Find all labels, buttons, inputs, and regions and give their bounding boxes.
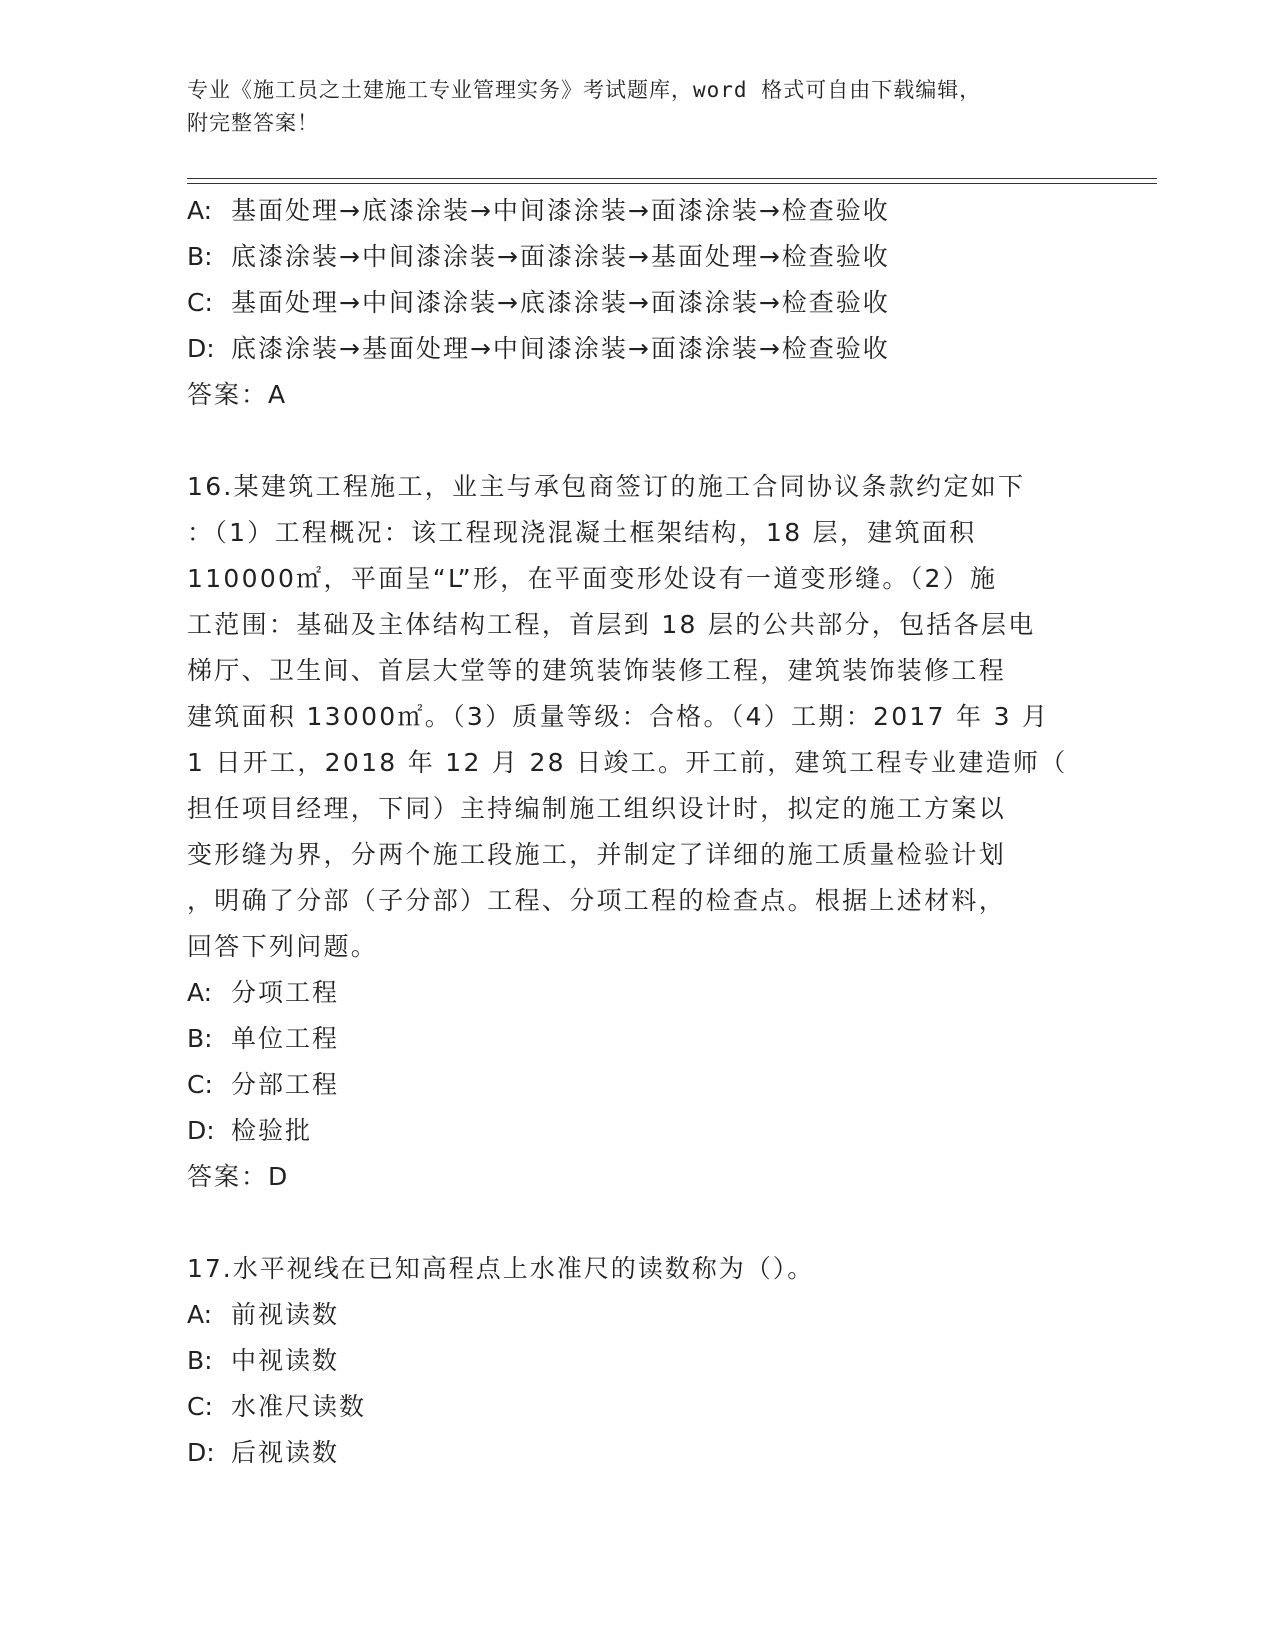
header-divider-bottom xyxy=(187,183,1157,184)
q17-option-a: A: 前视读数 xyxy=(187,1300,340,1329)
q16-stem-line: 梯厅、卫生间、首层大堂等的建筑装饰装修工程，建筑装饰装修工程 xyxy=(187,656,1007,685)
q16-stem-line: ，明确了分部（子分部）工程、分项工程的检查点。根据上述材料， xyxy=(187,886,1007,915)
question-content xyxy=(187,188,1087,1476)
q15-option-c: C: 基面处理→中间漆涂装→底漆涂装→面漆涂装→检查验收 xyxy=(187,288,890,317)
q16-option-d: D: 检验批 xyxy=(187,1116,313,1145)
q16-stem xyxy=(187,464,1068,970)
q15-option-b: B: 底漆涂装→中间漆涂装→面漆涂装→基面处理→检查验收 xyxy=(187,242,890,271)
q16-stem-line: 变形缝为界，分两个施工段施工，并制定了详细的施工质量检验计划 xyxy=(187,840,1007,869)
q15-option-a: A: 基面处理→底漆涂装→中间漆涂装→面漆涂装→检查验收 xyxy=(187,196,890,225)
header-line-2: 附完整答案！ xyxy=(187,111,319,135)
q16-option-c: C: 分部工程 xyxy=(187,1070,340,1099)
q17-option-d: D: 后视读数 xyxy=(187,1438,340,1467)
q16-stem-line: 建筑面积 13000㎡。（3）质量等级：合格。（4）工期：2017 年 3 月 xyxy=(187,702,1050,731)
q15-option-d: D: 底漆涂装→基面处理→中间漆涂装→面漆涂装→检查验收 xyxy=(187,334,890,363)
q17-stem: 17.水平视线在已知高程点上水准尺的读数称为（）。 xyxy=(187,1254,815,1283)
q16-stem-line: 工范围：基础及主体结构工程，首层到 18 层的公共部分，包括各层电 xyxy=(187,610,1036,639)
header-line-1: 专业《施工员之土建施工专业管理实务》考试题库，word 格式可自由下载编辑， xyxy=(187,78,982,102)
q16-option-b: B: 单位工程 xyxy=(187,1024,340,1053)
q16-stem-line: 110000㎡，平面呈“L”形，在平面变形处设有一道变形缝。（2）施 xyxy=(187,564,998,593)
header-divider-top xyxy=(187,178,1157,179)
q16-answer: 答案：D xyxy=(187,1162,290,1191)
q15-answer: 答案：A xyxy=(187,380,288,409)
q16-stem-line: 1 日开工，2018 年 12 月 28 日竣工。开工前，建筑工程专业建造师（ xyxy=(187,748,1068,777)
q16-stem-line: 回答下列问题。 xyxy=(187,932,379,961)
q16-stem-line: ：（1）工程概况：该工程现浇混凝土框架结构，18 层，建筑面积 xyxy=(187,518,977,547)
q16-option-a: A: 分项工程 xyxy=(187,978,340,1007)
q17-option-c: C: 水准尺读数 xyxy=(187,1392,367,1421)
page-header xyxy=(187,74,1067,140)
q16-stem-line: 16.某建筑工程施工，业主与承包商签订的施工合同协议条款约定如下 xyxy=(187,472,1026,501)
q17-option-b: B: 中视读数 xyxy=(187,1346,340,1375)
spacer xyxy=(187,1200,1087,1246)
spacer xyxy=(187,418,1087,464)
q16-stem-line: 担任项目经理，下同）主持编制施工组织设计时，拟定的施工方案以 xyxy=(187,794,1007,823)
